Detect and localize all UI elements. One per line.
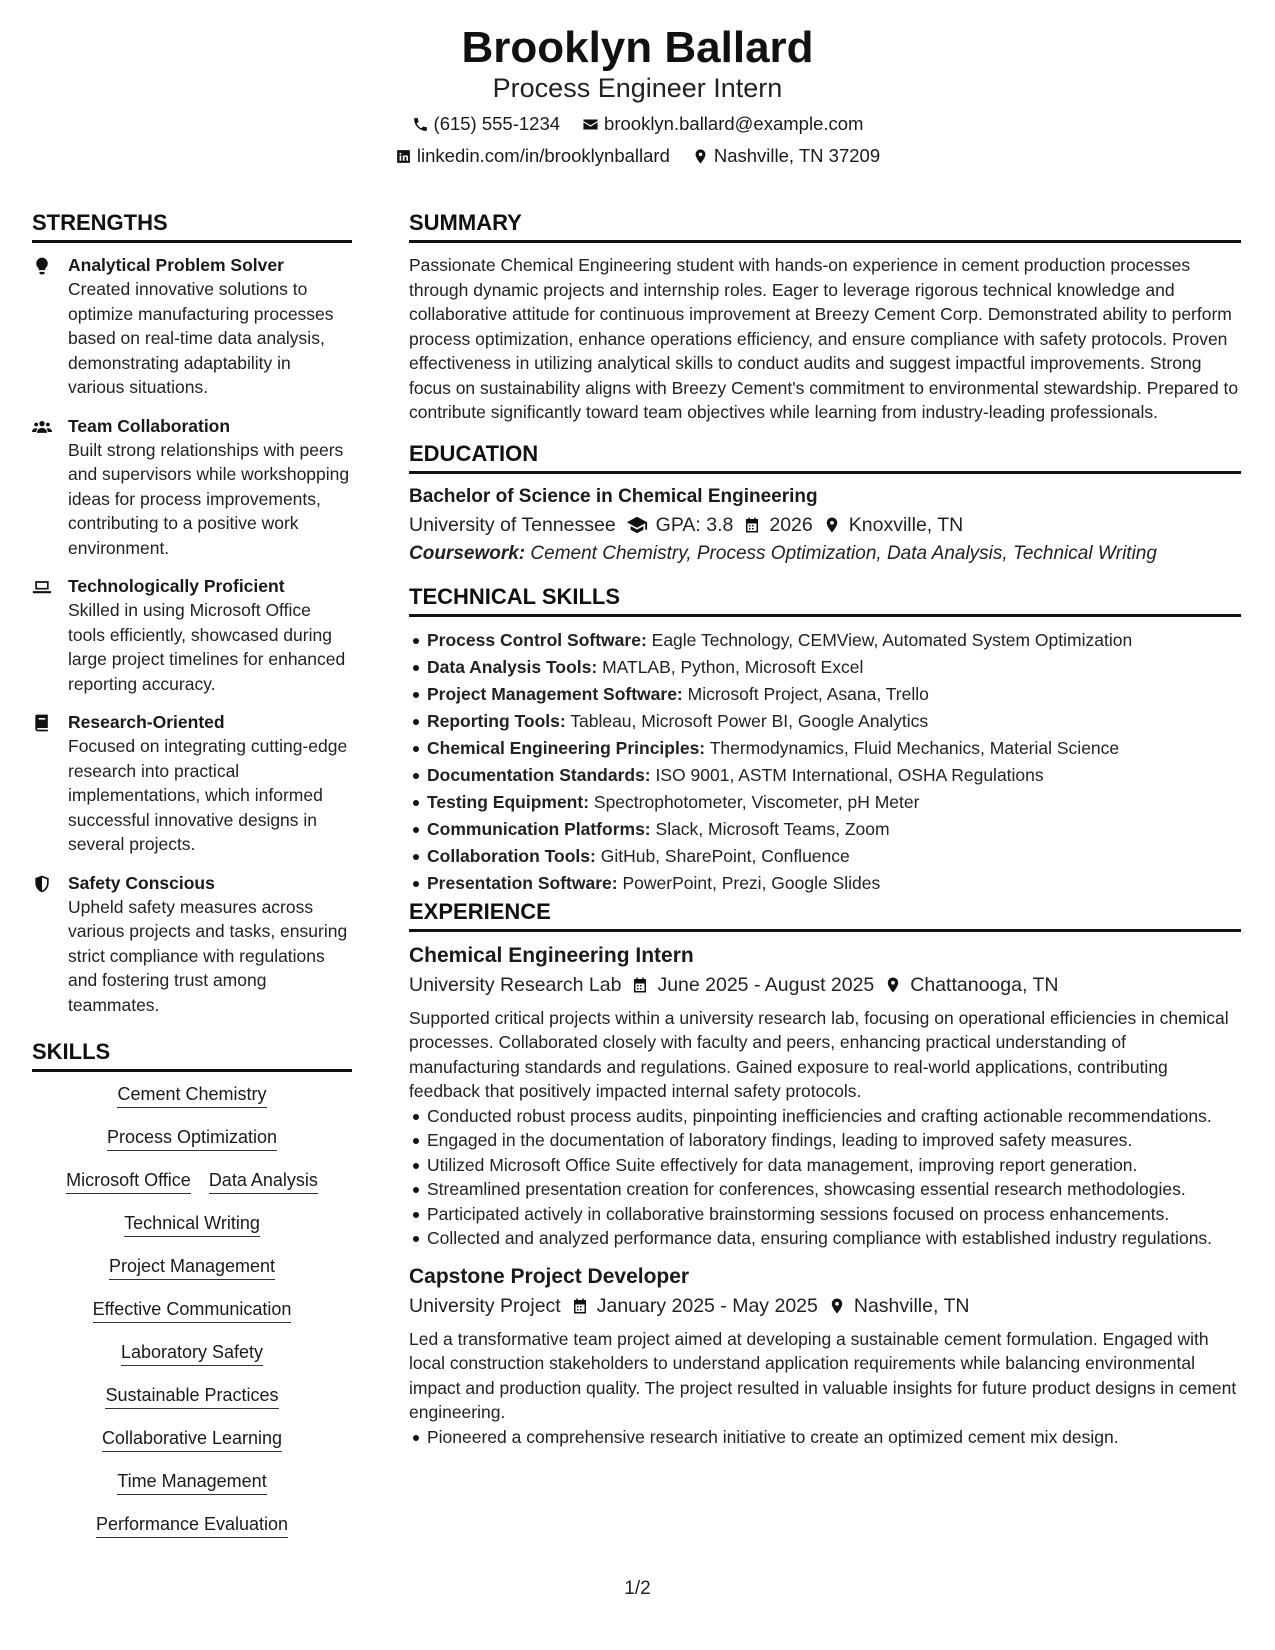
tech-skill-label: Process Control Software: — [427, 629, 647, 650]
strength-title: Analytical Problem Solver — [68, 255, 284, 275]
tech-skill-value: MATLAB, Python, Microsoft Excel — [602, 656, 864, 677]
list-item: Utilized Microsoft Office Suite effectively for data management, improving report generation. — [427, 1153, 1241, 1178]
job-location: Chattanooga, TN — [910, 973, 1059, 996]
list-item — [427, 708, 1241, 735]
tech-skill-value: ISO 9001, ASTM International, OSHA Regulations — [655, 764, 1044, 785]
job-organization: University Project — [409, 1294, 561, 1317]
tech-skill-label: Project Management Software: — [427, 683, 683, 704]
strength-description: Upheld safety measures across various projects and tasks, ensuring strict compliance with regulations and fostering trust among teammates. — [68, 896, 348, 1015]
envelope-icon — [582, 116, 599, 133]
skill-tag: Project Management — [109, 1254, 275, 1280]
strength-description: Skilled in using Microsoft Office tools efficiently, showcased during large project timelines for enhanced reporting accuracy. — [68, 600, 346, 694]
summary-text: Passionate Chemical Engineering student with hands-on experience in cement production processes through dynamic projects and internship roles. Eager to leverage rigorous technical knowledge and collaborative attitude for continuous improvement at Breezy Cement Corp. Demonstrated ability to perform process optimization, enhance operations efficiency, and ensure compliance with safety protocols. Proven effectiveness in utilizing analytical skills to conduct audits and suggest impactful improvements. Strong focus on sustainability aligns with Breezy Cement's commitment to environmental stewardship. Prepared to contribute significantly toward team objectives while learning from industry-leading professionals. — [409, 255, 1239, 422]
left-column — [32, 208, 352, 1555]
strength-description: Built strong relationships with peers and supervisors while workshopping ideas for process improvements, contributing to a positive work environment. — [68, 439, 350, 558]
skill-tag: Effective Communication — [93, 1297, 292, 1323]
coursework-text: Cement Chemistry, Process Optimization, Data Analysis, Technical Writing — [530, 542, 1157, 564]
job-bullets — [409, 1104, 1241, 1251]
tech-skill-label: Collaboration Tools: — [427, 845, 596, 866]
education-school: University of Tennessee — [409, 513, 616, 536]
strength-description: Focused on integrating cutting-edge research into practical implementations, which informed successful innovative designs in several projects. — [68, 736, 348, 854]
job-description: Led a transformative team project aimed at developing a sustainable cement formulation. Engaged with local construction stakeholders to understand application requirements while balancing environmental impact and production quality. The project resulted in valuable insights for future product designs in cement engineering. — [409, 1328, 1237, 1422]
education-coursework — [409, 540, 1241, 568]
strengths-heading: STRENGTHS — [32, 208, 352, 243]
phone-text: (615) 555-1234 — [433, 113, 561, 134]
tech-skill-value: PowerPoint, Prezi, Google Slides — [622, 872, 881, 893]
skill-tag: Time Management — [117, 1469, 266, 1495]
list-item: Streamlined presentation creation for conferences, showcasing essential research methodologies. — [427, 1177, 1241, 1202]
job-organization: University Research Lab — [409, 973, 622, 996]
strength-item — [32, 574, 352, 696]
skills-list — [32, 1082, 352, 1538]
skill-tag: Performance Evaluation — [96, 1512, 288, 1538]
calendar-icon — [631, 976, 649, 994]
phone-icon — [412, 116, 429, 133]
email-text[interactable]: brooklyn.ballard@example.com — [604, 113, 864, 134]
skill-tag: Technical Writing — [124, 1211, 260, 1237]
contact-phone — [412, 112, 561, 136]
job-title: Chemical Engineering Intern — [409, 943, 694, 967]
job-title: Capstone Project Developer — [409, 1264, 690, 1288]
users-icon — [32, 417, 52, 437]
education-location: Knoxville, TN — [848, 513, 964, 536]
education-gpa: GPA: 3.8 — [655, 513, 734, 536]
job-dates: June 2025 - August 2025 — [657, 973, 875, 996]
map-pin-icon — [692, 148, 709, 165]
skill-tag: Microsoft Office — [66, 1168, 191, 1194]
skill-tag: Laboratory Safety — [121, 1340, 263, 1366]
resume-header — [0, 22, 1275, 168]
job-bullets — [409, 1425, 1241, 1450]
list-item — [427, 627, 1241, 654]
tech-skill-label: Reporting Tools: — [427, 710, 566, 731]
list-item: Conducted robust process audits, pinpointing inefficiencies and crafting actionable recommendations. — [427, 1104, 1241, 1129]
linkedin-icon — [395, 148, 412, 165]
list-item — [427, 843, 1241, 870]
experience-entry — [409, 1263, 1241, 1450]
contact-email[interactable] — [582, 112, 863, 136]
list-item — [427, 735, 1241, 762]
skill-tag: Cement Chemistry — [117, 1082, 266, 1108]
calendar-icon — [743, 516, 761, 534]
strength-title: Technologically Proficient — [68, 576, 285, 596]
education-year: 2026 — [769, 513, 813, 536]
list-item: Collected and analyzed performance data, ensuring compliance with established industry regulations. — [427, 1226, 1241, 1251]
map-pin-icon — [823, 516, 841, 534]
book-icon — [32, 713, 52, 733]
lightbulb-icon — [32, 256, 52, 276]
education-meta — [409, 510, 1241, 540]
tech-skill-value: Microsoft Project, Asana, Trello — [687, 683, 929, 704]
list-item — [427, 762, 1241, 789]
job-meta — [409, 970, 1241, 1000]
list-item: Engaged in the documentation of laboratory findings, leading to improved safety measures. — [427, 1128, 1241, 1153]
tech-skill-value: Spectrophotometer, Viscometer, pH Meter — [593, 791, 920, 812]
shield-icon — [32, 874, 52, 894]
tech-skill-value: Tableau, Microsoft Power BI, Google Analytics — [570, 710, 929, 731]
strength-title: Research-Oriented — [68, 712, 225, 732]
skill-tag: Process Optimization — [107, 1125, 277, 1151]
tech-skill-label: Presentation Software: — [427, 872, 618, 893]
calendar-icon — [571, 1297, 589, 1315]
skills-heading: SKILLS — [32, 1037, 352, 1072]
list-item — [427, 789, 1241, 816]
contact-row-1 — [0, 112, 1275, 136]
strength-item — [32, 871, 352, 1018]
experience-heading: EXPERIENCE — [409, 897, 1241, 932]
candidate-name: Brooklyn Ballard — [461, 23, 814, 72]
list-item — [427, 654, 1241, 681]
candidate-title: Process Engineer Intern — [492, 73, 783, 103]
skill-tag: Data Analysis — [209, 1168, 318, 1194]
technical-skills-heading: TECHNICAL SKILLS — [409, 582, 1241, 617]
job-meta — [409, 1291, 1241, 1321]
experience-entry — [409, 942, 1241, 1251]
strength-item — [32, 253, 352, 400]
tech-skill-value: Slack, Microsoft Teams, Zoom — [655, 818, 890, 839]
strength-item — [32, 414, 352, 561]
tech-skill-label: Data Analysis Tools: — [427, 656, 598, 677]
strength-item — [32, 710, 352, 857]
list-item: Participated actively in collaborative brainstorming sessions focused on process enhancements. — [427, 1202, 1241, 1227]
list-item — [427, 816, 1241, 843]
technical-skills-list — [409, 627, 1241, 897]
map-pin-icon — [884, 976, 902, 994]
tech-skill-value: Eagle Technology, CEMView, Automated System Optimization — [651, 629, 1133, 650]
job-location: Nashville, TN — [853, 1294, 970, 1317]
tech-skill-label: Chemical Engineering Principles: — [427, 737, 706, 758]
strength-title: Team Collaboration — [68, 415, 231, 436]
contact-row-2 — [0, 144, 1275, 168]
skill-tag: Sustainable Practices — [105, 1383, 278, 1409]
summary-heading: SUMMARY — [409, 208, 1241, 243]
list-item — [427, 870, 1241, 897]
job-dates: January 2025 - May 2025 — [596, 1294, 818, 1317]
tech-skill-label: Documentation Standards: — [427, 764, 651, 785]
strength-title: Safety Conscious — [68, 872, 215, 893]
education-heading: EDUCATION — [409, 439, 1241, 474]
education-degree: Bachelor of Science in Chemical Engineering — [409, 485, 818, 507]
tech-skill-value: GitHub, SharePoint, Confluence — [600, 845, 850, 866]
list-item: Pioneered a comprehensive research initiative to create an optimized cement mix design. — [427, 1425, 1241, 1450]
contact-linkedin[interactable] — [395, 144, 670, 168]
coursework-label: Coursework: — [409, 542, 526, 564]
graduation-cap-icon — [626, 514, 648, 536]
right-column — [409, 208, 1241, 1461]
linkedin-text[interactable]: linkedin.com/in/brooklynballard — [416, 145, 670, 166]
contact-location — [692, 144, 880, 168]
location-text: Nashville, TN 37209 — [713, 145, 881, 166]
page-number: 1/2 — [624, 1578, 651, 1599]
map-pin-icon — [828, 1297, 846, 1315]
laptop-icon — [32, 577, 52, 597]
tech-skill-label: Communication Platforms: — [427, 818, 651, 839]
strength-description: Created innovative solutions to optimize manufacturing processes based on real-time data analysis, demonstrating adaptability in various situations. — [68, 279, 334, 397]
job-description: Supported critical projects within a university research lab, focusing on operational efficiencies in chemical processes. Collaborated closely with faculty and peers, enhancing practical understanding of manufacturing standards and regulations. Gained exposure to real-world applications, contributing feedback that positively impacted internal safety protocols. — [409, 1007, 1229, 1101]
list-item — [427, 681, 1241, 708]
skill-tag: Collaborative Learning — [102, 1426, 282, 1452]
tech-skill-label: Testing Equipment: — [427, 791, 590, 812]
tech-skill-value: Thermodynamics, Fluid Mechanics, Material Science — [709, 737, 1120, 758]
